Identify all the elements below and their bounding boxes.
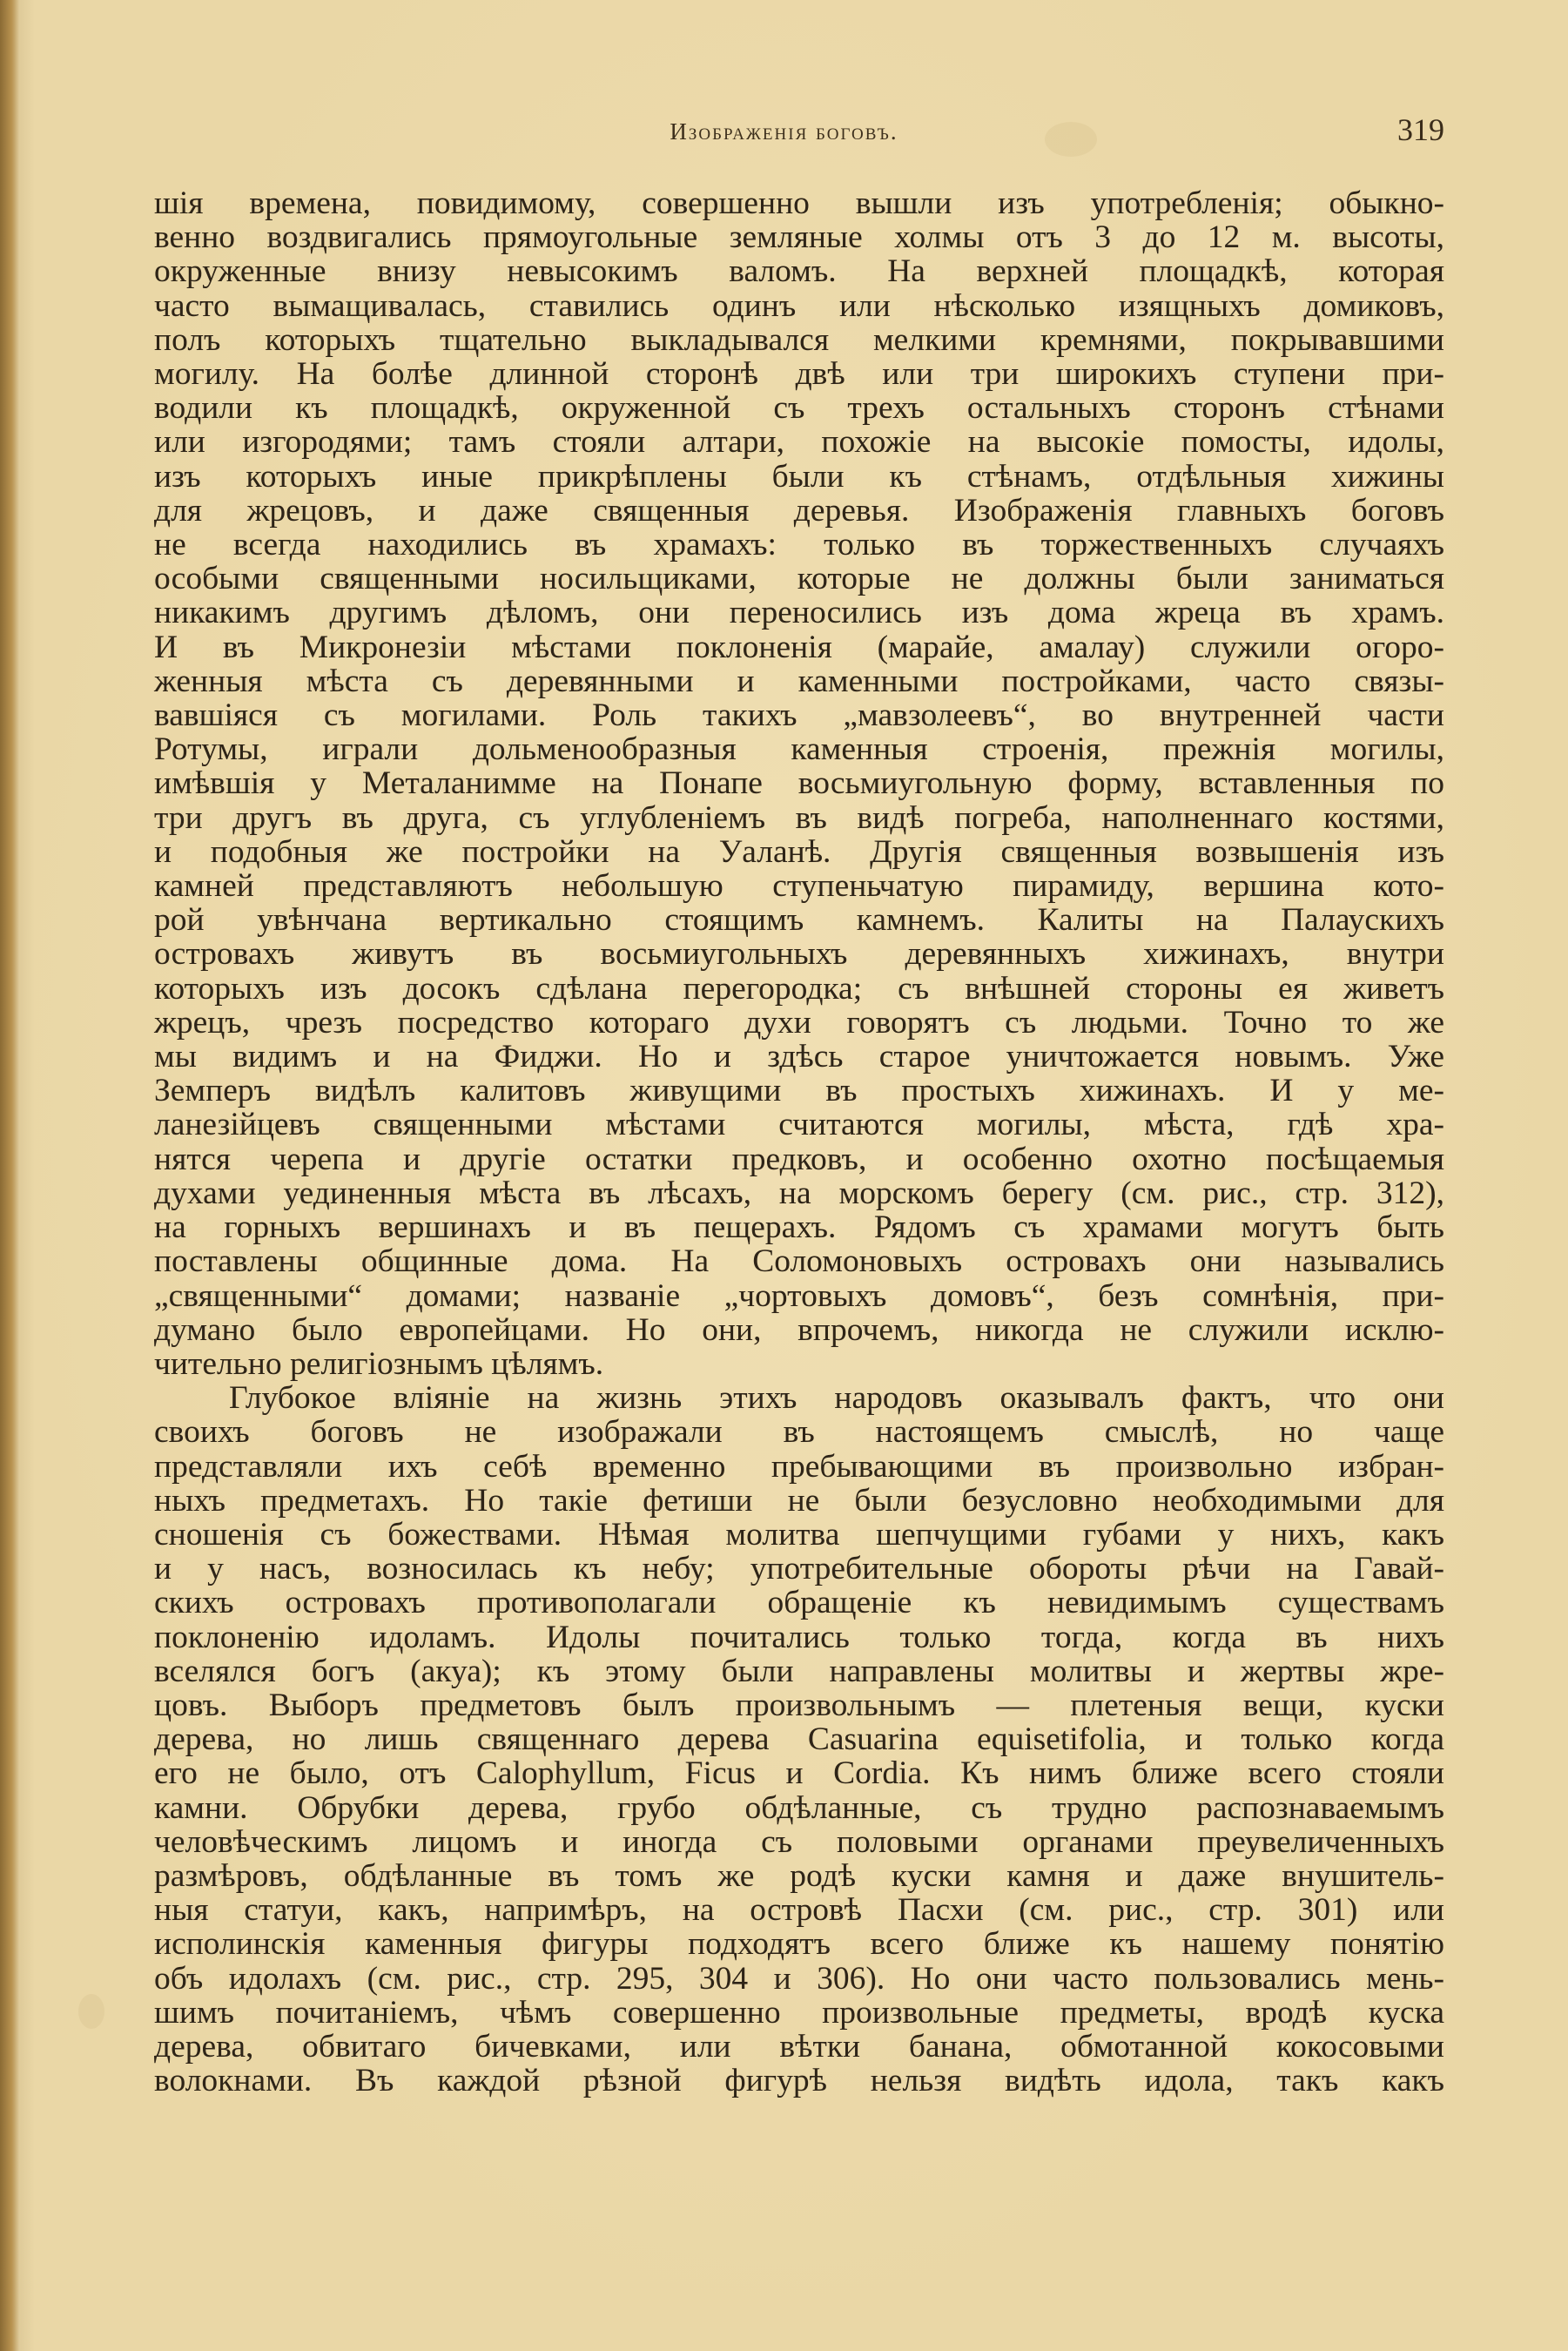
text-line: камней представляютъ небольшую ступеньчатую пирамиду, вершина кото- bbox=[154, 868, 1444, 905]
text-line: цовъ. Выборъ предметовъ былъ произвольнымъ — плетеныя вещи, куски bbox=[154, 1687, 1444, 1723]
text-line: жрецъ, чрезъ посредство котораго духи говорятъ съ людьми. Точно то же bbox=[154, 1004, 1444, 1041]
text-line: скихъ островахъ противополагали обращеніе къ невидимымъ существамъ bbox=[154, 1585, 1444, 1621]
text-line: думано было европейцами. Но они, впрочемъ, никогда не служили исклю- bbox=[154, 1311, 1444, 1348]
text-line: ныя статуи, какъ, напримѣръ, на островѣ Пасхи (см. рис., стр. 301) или bbox=[154, 1892, 1444, 1929]
text-line: размѣровъ, обдѣланные въ томъ же родѣ куски камня и даже внушитель- bbox=[154, 1857, 1444, 1894]
page-binding-edge bbox=[0, 0, 19, 2351]
text-line: Ротумы, играли дольменообразныя каменныя строенія, прежнія могилы, bbox=[154, 731, 1444, 768]
text-line: водили къ площадкѣ, окруженной съ трехъ остальныхъ сторонъ стѣнами bbox=[154, 390, 1444, 427]
text-line: окруженные внизу невысокимъ валомъ. На верхней площадкѣ, которая bbox=[154, 253, 1444, 290]
text-line: мы видимъ и на Фиджи. Но и здѣсь старое уничтожается новымъ. Уже bbox=[154, 1039, 1444, 1075]
page-number: 319 bbox=[1397, 112, 1444, 147]
text-line: поклоненію идоламъ. Идолы почитались только тогда, когда въ нихъ bbox=[154, 1619, 1444, 1655]
text-line: объ идолахъ (см. рис., стр. 295, 304 и 306). Но они часто пользовались мень- bbox=[154, 1960, 1444, 1997]
text-line: могилу. На болѣе длинной сторонѣ двѣ или три широкихъ ступени при- bbox=[154, 356, 1444, 393]
text-line: никакимъ другимъ дѣломъ, они переносились изъ дома жреца въ храмъ. bbox=[154, 595, 1444, 631]
paragraph bbox=[154, 186, 1444, 1381]
text-line: вселялся богъ (акуа); къ этому были направлены молитвы и жертвы жре- bbox=[154, 1653, 1444, 1689]
text-line: „священными“ домами; названіе „чортовыхъ домовъ“, безъ сомнѣнія, при- bbox=[154, 1277, 1444, 1314]
text-line: изъ которыхъ иные прикрѣплены были къ стѣнамъ, отдѣльныя хижины bbox=[154, 458, 1444, 495]
paragraph bbox=[154, 1381, 1444, 2098]
text-line: полъ которыхъ тщательно выкладывался мелкими кремнями, покрывавшими bbox=[154, 321, 1444, 358]
body-text bbox=[154, 186, 1444, 2098]
text-line: человѣческимъ лицомъ и иногда съ половыми органами преувеличенныхъ bbox=[154, 1823, 1444, 1860]
text-line: волокнами. Въ каждой рѣзной фигурѣ нельзя видѣть идола, такъ какъ bbox=[154, 2063, 1444, 2099]
text-line: дерева, обвитаго бичевками, или вѣтки банана, обмотанной кокосовыми bbox=[154, 2028, 1444, 2065]
text-line: женныя мѣста съ деревянными и каменными постройками, часто связы- bbox=[154, 663, 1444, 699]
text-line: своихъ боговъ не изображали въ настоящемъ смыслѣ, но чаще bbox=[154, 1414, 1444, 1451]
text-line: на горныхъ вершинахъ и въ пещерахъ. Рядомъ съ храмами могутъ быть bbox=[154, 1209, 1444, 1246]
text-line: три другъ въ друга, съ углубленіемъ въ видѣ погреба, наполненнаго костями, bbox=[154, 799, 1444, 836]
text-line: поставлены общинные дома. На Соломоновыхъ островахъ они назывались bbox=[154, 1243, 1444, 1280]
text-line: которыхъ изъ досокъ сдѣлана перегородка; съ внѣшней стороны ея живетъ bbox=[154, 970, 1444, 1007]
text-line: шія времена, повидимому, совершенно вышли изъ употребленія; обыкно- bbox=[154, 185, 1444, 221]
running-title: Изображенія боговъ. bbox=[670, 118, 898, 145]
text-line: и у насъ, возносилась къ небу; употребительные обороты рѣчи на Гавай- bbox=[154, 1551, 1444, 1587]
text-line: и подобныя же постройки на Уаланѣ. Другія священныя возвышенія изъ bbox=[154, 833, 1444, 870]
text-line: островахъ живутъ въ восьмиугольныхъ деревянныхъ хижинахъ, внутри bbox=[154, 936, 1444, 973]
text-line: чительно религіознымъ цѣлямъ. bbox=[154, 1345, 604, 1382]
text-line: или изгородями; тамъ стояли алтари, похожіе на высокіе помосты, идолы, bbox=[154, 424, 1444, 461]
paper-stain bbox=[78, 1994, 104, 2029]
text-line: исполинскія каменныя фигуры подходятъ всего ближе къ нашему понятію bbox=[154, 1926, 1444, 1963]
running-head bbox=[0, 111, 1568, 164]
text-line: И въ Микронезіи мѣстами поклоненія (марайе, амалау) служили огоро- bbox=[154, 629, 1444, 665]
text-line: нятся черепа и другіе остатки предковъ, и особенно охотно посѣщаемыя bbox=[154, 1141, 1444, 1177]
text-line: духами уединенныя мѣста въ лѣсахъ, на морскомъ берегу (см. рис., стр. 312), bbox=[154, 1175, 1444, 1211]
text-line: вавшіяся съ могилами. Роль такихъ „мавзолеевъ“, во внутренней части bbox=[154, 697, 1444, 734]
text-line: не всегда находились въ храмахъ: только въ торжественныхъ случаяхъ bbox=[154, 527, 1444, 563]
text-line: ныхъ предметахъ. Но такіе фетиши не были безусловно необходимыми для bbox=[154, 1482, 1444, 1519]
text-line: для жрецовъ, и даже священныя деревья. Изображенія главныхъ боговъ bbox=[154, 492, 1444, 529]
text-line: его не было, отъ Calophyllum, Ficus и Cordia. Къ нимъ ближе всего стояли bbox=[154, 1755, 1444, 1792]
text-line: шимъ почитаніемъ, чѣмъ совершенно произвольные предметы, вродѣ куска bbox=[154, 1994, 1444, 2031]
text-line: сношенія съ божествами. Нѣмая молитва шепчущими губами у нихъ, какъ bbox=[154, 1516, 1444, 1553]
text-line: представляли ихъ себѣ временно пребывающими въ произвольно избран- bbox=[154, 1448, 1444, 1485]
text-line: венно воздвигались прямоугольные земляные холмы отъ 3 до 12 м. высоты, bbox=[154, 219, 1444, 256]
text-line: камни. Обрубки дерева, грубо обдѣланные, съ трудно распознаваемымъ bbox=[154, 1789, 1444, 1826]
text-line: Глубокое вліяніе на жизнь этихъ народовъ оказывалъ фактъ, что они bbox=[229, 1380, 1444, 1417]
text-line: часто вымащивалась, ставились одинъ или нѣсколько изящныхъ домиковъ, bbox=[154, 287, 1444, 324]
text-line: особыми священными носильщиками, которые не должны были заниматься bbox=[154, 561, 1444, 597]
text-line: Земперъ видѣлъ калитовъ живущими въ простыхъ хижинахъ. И у ме- bbox=[154, 1073, 1444, 1109]
text-line: имѣвшія у Металанимме на Понапе восьмиугольную форму, вставленныя по bbox=[154, 765, 1444, 802]
text-line: ланезійцевъ священными мѣстами считаются могилы, мѣста, гдѣ хра- bbox=[154, 1107, 1444, 1143]
text-line: рой увѣнчана вертикально стоящимъ камнемъ. Калиты на Палаускихъ bbox=[154, 902, 1444, 939]
text-line: дерева, но лишь священнаго дерева Casuarina equisetifolia, и только когда bbox=[154, 1721, 1444, 1758]
